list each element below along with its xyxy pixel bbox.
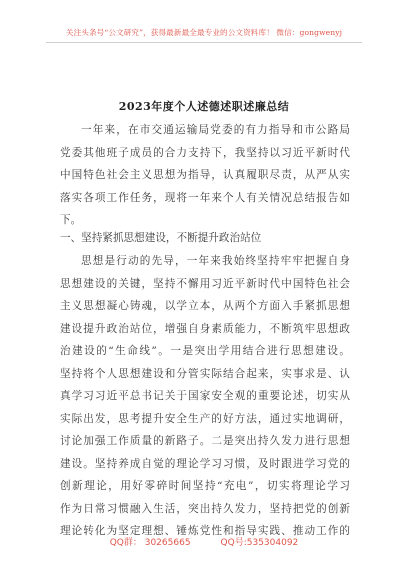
text-line: 主义思想凝心铸魂，以学立本，从两个方面入手紧抓思想 bbox=[60, 300, 350, 312]
text-line: 作为日常习惯融入生活，突出持久发力，坚持把党的创新 bbox=[60, 502, 350, 515]
text-line: 建设提升政治站位，增强自身素质能力，不断筑牢思想政 bbox=[60, 322, 350, 335]
header-divider bbox=[46, 42, 362, 43]
text-line: 下。 bbox=[60, 214, 82, 226]
section-heading: 一、坚持紧抓思想建设，不断提升政治站位 bbox=[60, 232, 262, 244]
text-line: 实际出发，思考提升安全生产的好方法，通过实地调研， bbox=[60, 412, 350, 425]
text-line: 思想是行动的先导，一年来我始终坚持牢牢把握自身 bbox=[81, 255, 350, 267]
text-line: 治建设的“生命线”。一是突出学用结合进行思想建设。 bbox=[60, 345, 350, 357]
header-note: 关注头条号“公文研究”，获得最新最全最专业的公文资料库！ 微信：gongwenyj bbox=[65, 28, 343, 37]
text-line: 落实各项工作任务，现将一年来个人有关情况总结报告如 bbox=[60, 191, 350, 204]
document-title: 2023年度个人述德述职述廉总结 bbox=[118, 100, 290, 113]
text-line: 理论转化为坚定理想、锤炼党性和指导实践、推动工作的 bbox=[60, 525, 350, 537]
intro-paragraph bbox=[60, 119, 350, 232]
text-line: 建设。坚持养成自觉的理论学习习惯，及时跟进学习党的 bbox=[60, 457, 350, 470]
text-line: 思想建设的关键，坚持不懈用习近平新时代中国特色社会 bbox=[60, 277, 350, 290]
text-line: 党委其他班子成员的合力支持下，我坚持以习近平新时代 bbox=[60, 146, 350, 159]
qq-account-number: QQ号:535304092 bbox=[220, 538, 299, 548]
footer bbox=[0, 535, 408, 548]
text-line: 一年来，在市交通运输局党委的有力指导和市公路局 bbox=[81, 124, 350, 136]
text-line: 中国特色社会主义思想为指导，认真履职尽责，从严从实 bbox=[60, 169, 350, 181]
text-line: 真学习习近平总书记关于国家安全观的重要论述，切实从 bbox=[60, 390, 350, 402]
qq-group-number: QQ群： 30265665 bbox=[109, 538, 191, 548]
section1-paragraph bbox=[60, 250, 350, 543]
text-line: 创新理论，用好零碎时间坚持“充电”，切实将理论学习 bbox=[60, 480, 350, 492]
text-line: 讨论加强工作质量的新路子。二是突出持久发力进行思想 bbox=[60, 435, 350, 447]
text-line: 坚持将个人思想建设和分管实际结合起来，实事求是、认 bbox=[60, 367, 350, 380]
